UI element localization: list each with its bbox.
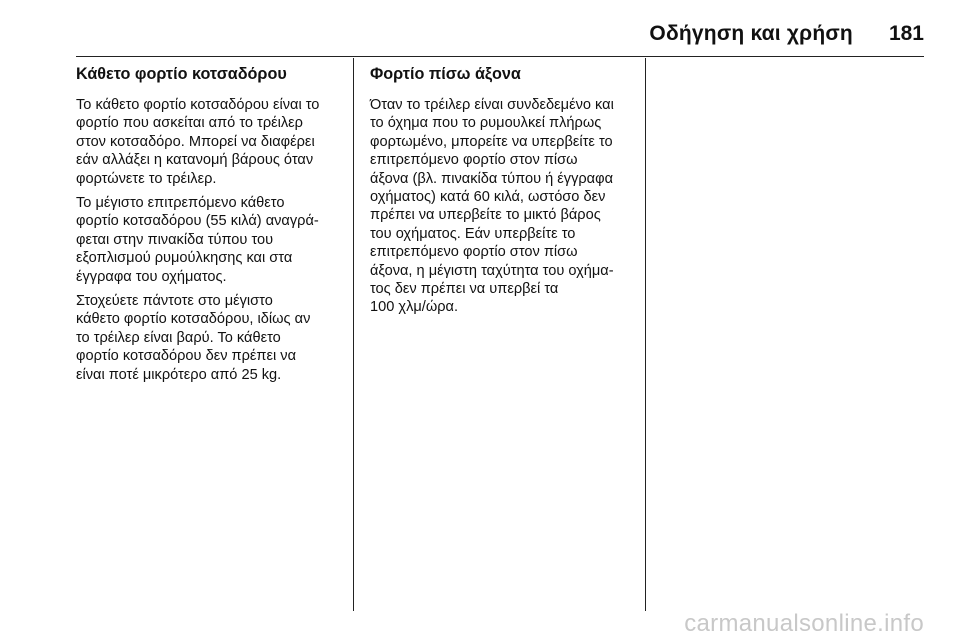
heading-vertical-hitch-load: Κάθετο φορτίο κοτσαδόρου [76, 65, 287, 83]
watermark: carmanualsonline.info [684, 610, 924, 637]
column-divider-left [353, 58, 354, 611]
right-column [370, 62, 640, 323]
header-rule [76, 56, 924, 57]
heading-rear-axle-load: Φορτίο πίσω άξονα [370, 65, 521, 83]
left-column [76, 62, 348, 390]
page-number: 181 [888, 22, 924, 45]
page-header [76, 22, 924, 52]
paragraph: Στοχεύετε πάντοτε στο μέγιστο κάθετο φορτίο κοτσαδόρου, ιδίως αν το τρέιλερ είναι βαρύ. Το κάθετο φορτίο κοτσαδόρου δεν πρέπει να είναι ποτέ μικρότερο από 25 kg. [76, 293, 311, 383]
column-divider-right [645, 58, 646, 611]
paragraph: Το μέγιστο επιτρεπόμενο κάθετο φορτίο κοτσαδόρου (55 κιλά) αναγρά‐ φεται στην πινακίδα τύπου του εξοπλισμού ρυμούλκησης και στα έγγραφα του οχήματος. [76, 195, 319, 285]
paragraph: Το κάθετο φορτίο κοτσαδόρου είναι το φορτίο που ασκείται από το τρέιλερ στον κοτσαδόρο. Μπορεί να διαφέρει εάν αλλάξει η κατανομή βάρους όταν φορτώνετε το τρέιλερ. [76, 97, 320, 187]
paragraph: Όταν το τρέιλερ είναι συνδεδεμένο και το όχημα που το ρυμουλκεί πλήρως φορτωμένο, μπορείτε να υπερβείτε το επιτρεπόμενο φορτίο στον πίσω άξονα (βλ. πινακίδα τύπου ή έγγραφα οχήματος) κατά 60 κιλά, ωστόσο δεν πρέπει να υπερβείτε το μικτό βάρος του οχήματος. Εάν υπερβείτε το επιτρεπόμενο φορτίο στον πίσω άξονα, η μέγιστη ταχύτητα του οχήμα‐ τος δεν πρέπει να υπερβεί τα 100 χλμ/ώρα. [370, 97, 614, 316]
section-title: Οδήγηση και χρήση [649, 22, 853, 45]
